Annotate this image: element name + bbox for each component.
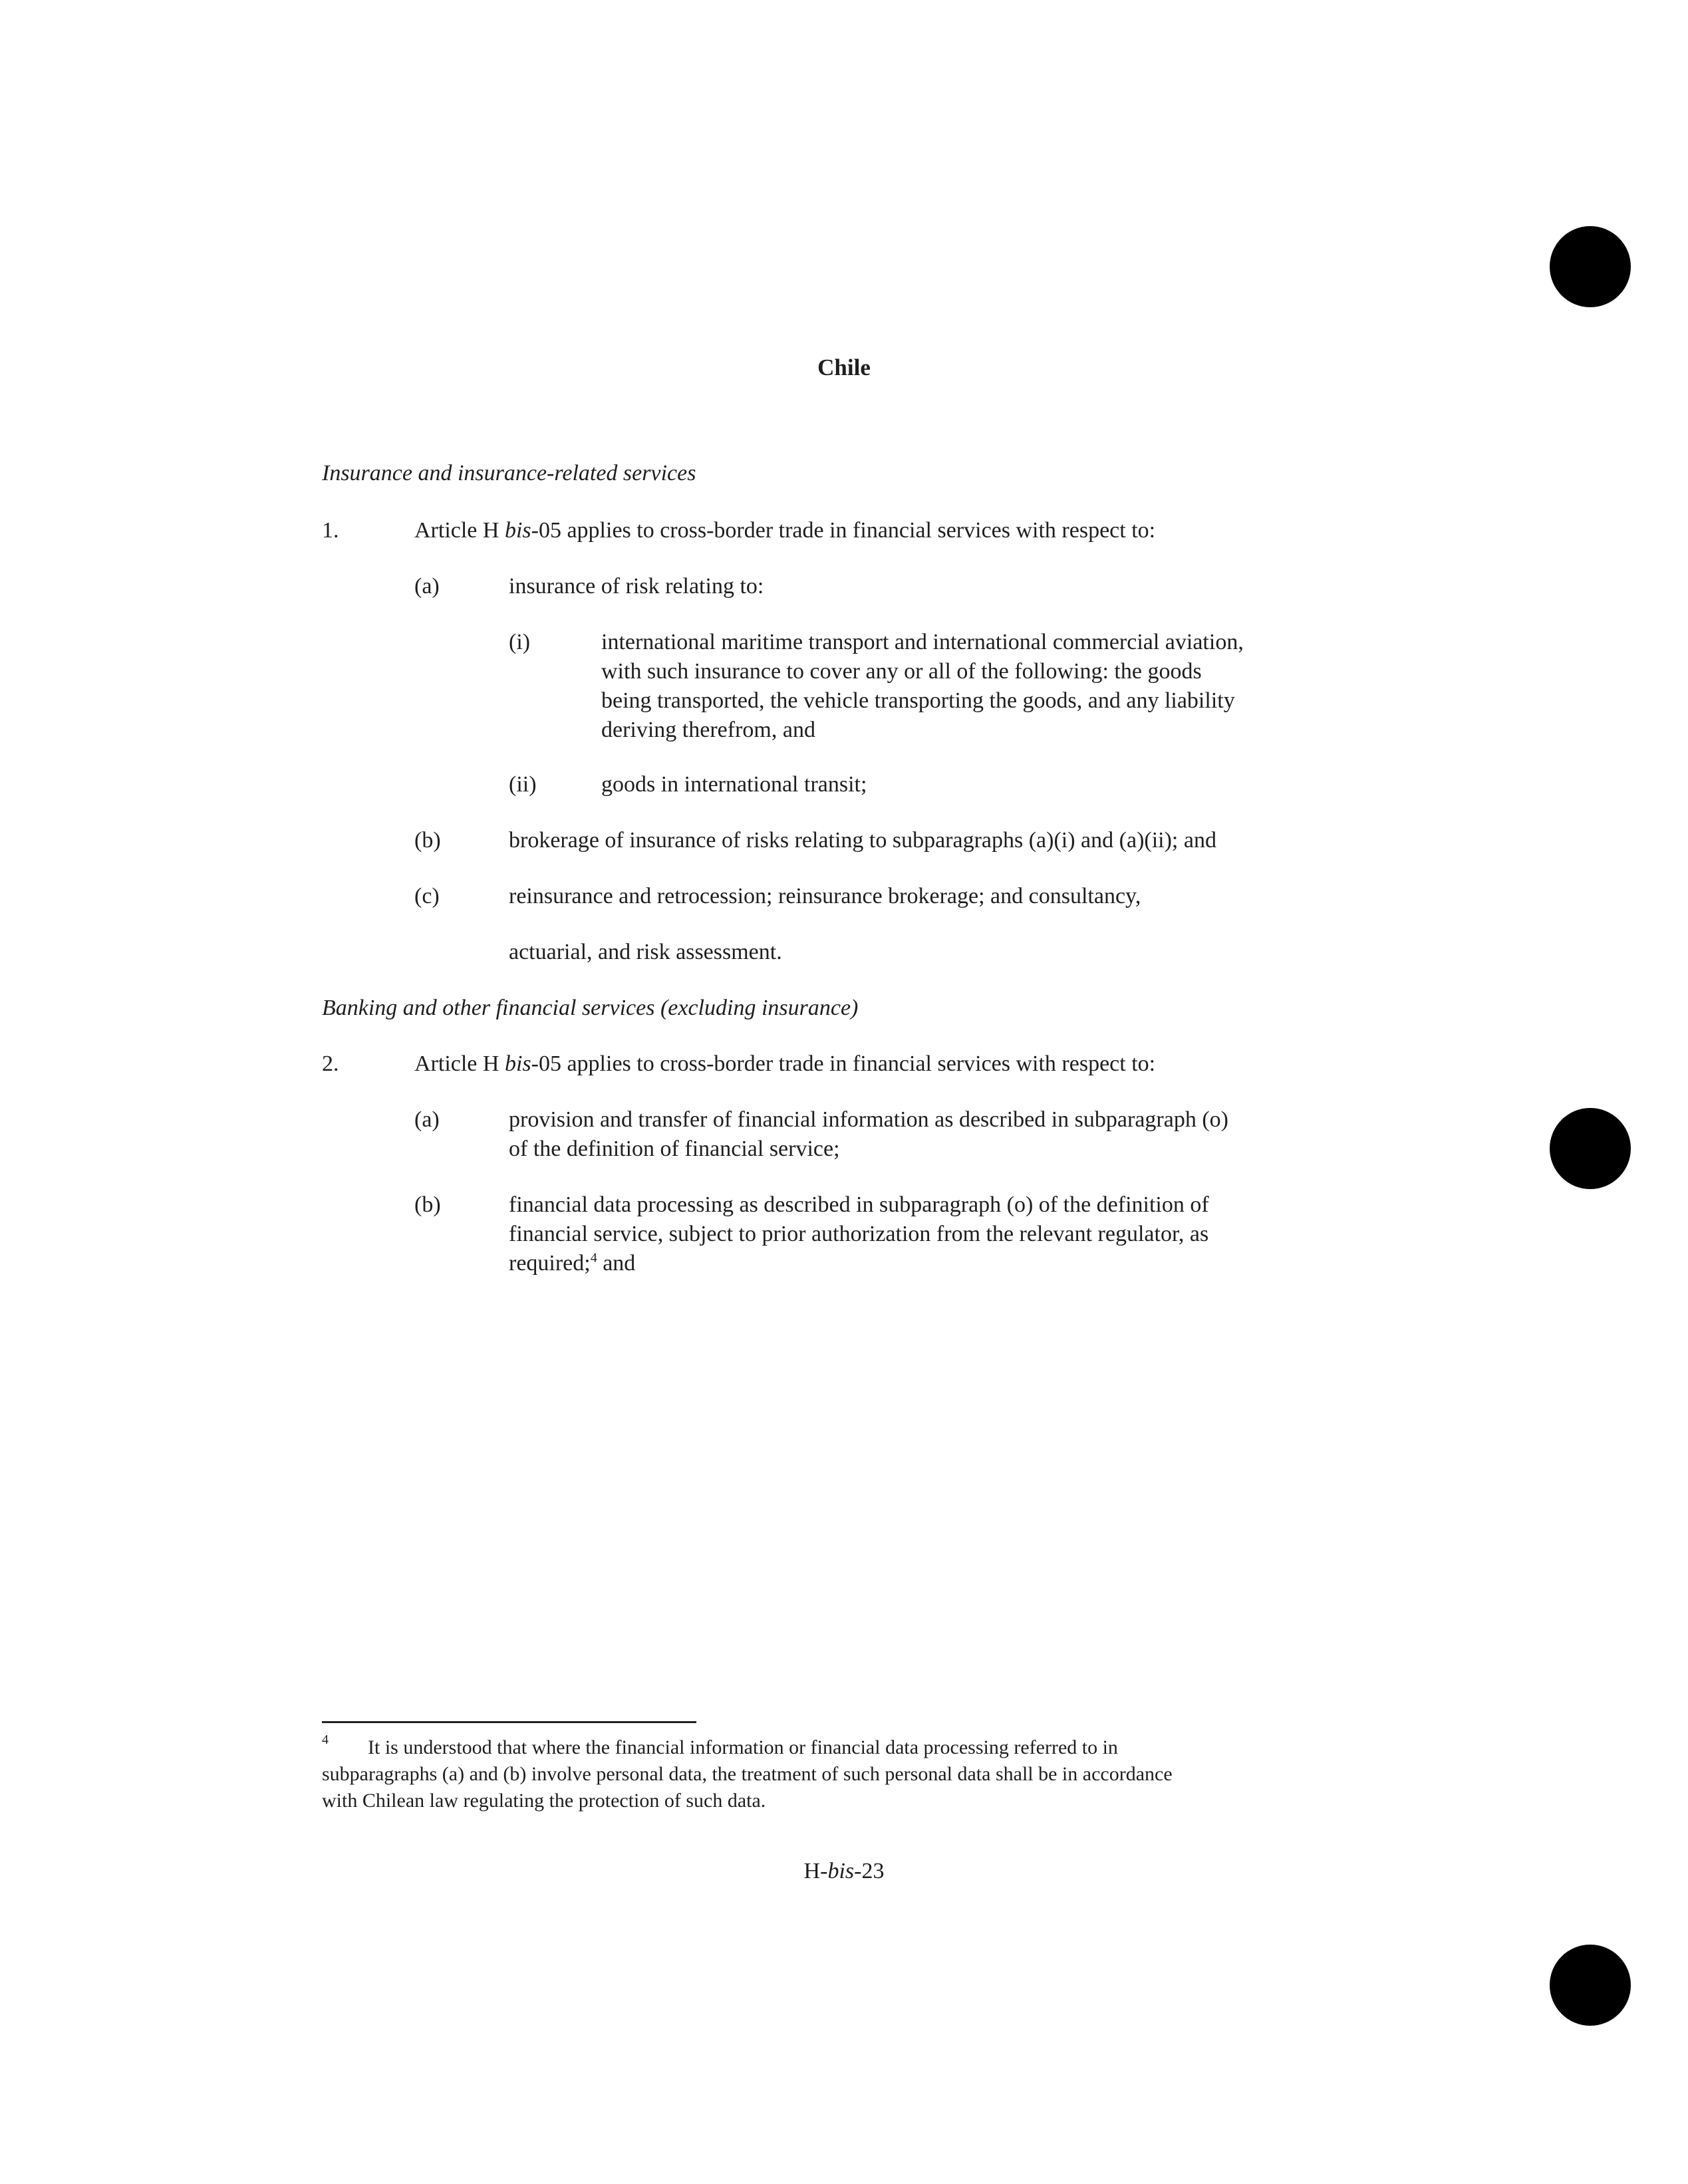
item-2a-label: (a) — [414, 1107, 440, 1132]
punch-hole-middle — [1550, 1108, 1631, 1189]
footnote-continuation — [322, 1761, 1173, 1814]
item-a-label: (a) — [414, 574, 440, 599]
text-line: with Chilean law regulating the protection of such data. — [322, 1790, 766, 1812]
item-c-text-line1: reinsurance and retrocession; reinsurance brokerage; and consultancy, — [509, 884, 1141, 908]
section-heading-banking: Banking and other financial services (excluding insurance) — [322, 996, 859, 1020]
punch-hole-bottom — [1550, 1945, 1631, 2026]
item-i-text — [601, 628, 1244, 745]
footnote-first-line: It is understood that where the financial information or financial data processing referred to in — [368, 1736, 1118, 1758]
paragraph-1-number: 1. — [322, 518, 339, 543]
text-line: financial service, subject to prior authorization from the relevant regulator, as — [509, 1222, 1209, 1246]
text-line: being transported, the vehicle transporting the goods, and any liability — [601, 688, 1235, 713]
text-line: required;$^4$ and — [509, 1250, 636, 1276]
item-ii-text: goods in international transit; — [601, 772, 867, 797]
text-line: subparagraphs (a) and (b) involve personal data, the treatment of such personal data shall be in accordance — [322, 1763, 1173, 1785]
item-i-label: (i) — [509, 630, 531, 654]
item-c-text-line2: actuarial, and risk assessment. — [509, 940, 782, 964]
page-title: Chile — [817, 354, 871, 380]
punch-hole-top — [1550, 226, 1631, 307]
footnote-separator — [322, 1721, 696, 1723]
text-line: of the definition of financial service; — [509, 1137, 840, 1161]
item-2b-text — [509, 1190, 1209, 1278]
item-b-text: brokerage of insurance of risks relating to subparagraphs (a)(i) and (a)(ii); and — [509, 828, 1216, 853]
footnote-reference: 4 — [590, 1250, 597, 1266]
paragraph-2-number: 2. — [322, 1051, 339, 1076]
text-line: deriving therefrom, and — [601, 718, 815, 742]
page-number: H-bis-23 — [803, 1859, 885, 1883]
text-line: financial data processing as described in subparagraph (o) of the definition of — [509, 1192, 1209, 1217]
paragraph-1-intro: Article H bis-05 applies to cross-border trade in financial services with respect to: — [414, 518, 1156, 543]
text-line: provision and transfer of financial information as described in subparagraph (o) — [509, 1107, 1228, 1132]
footnote-marker: 4 — [322, 1732, 329, 1747]
item-2a-text — [509, 1105, 1228, 1164]
text-line: with such insurance to cover any or all of the following: the goods — [601, 659, 1202, 684]
item-ii-label: (ii) — [509, 772, 537, 797]
item-c-label: (c) — [414, 884, 440, 908]
item-a-text: insurance of risk relating to: — [509, 574, 764, 599]
item-2b-label: (b) — [414, 1192, 441, 1217]
item-b-label: (b) — [414, 828, 441, 853]
section-heading-insurance: Insurance and insurance-related services — [322, 461, 696, 485]
paragraph-2-intro: Article H bis-05 applies to cross-border trade in financial services with respect to: — [414, 1051, 1156, 1076]
text-line: international maritime transport and international commercial aviation, — [601, 630, 1244, 654]
